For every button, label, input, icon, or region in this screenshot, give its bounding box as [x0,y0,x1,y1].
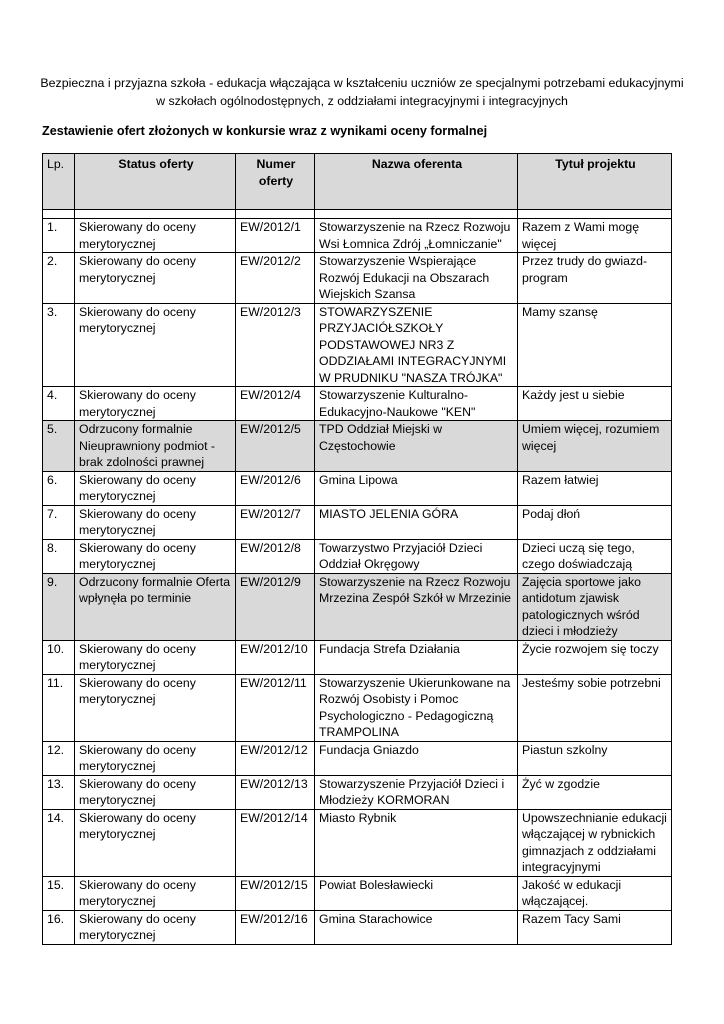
cell-applicant: Miasto Rybnik [315,809,518,876]
table-row [43,303,672,387]
cell-lp: 6. [43,471,75,505]
cell-applicant: Stowarzyszenie Wspierające Rozwój Edukacji na Obszarach Wiejskich Szansa [315,253,518,304]
table-header-row [43,154,672,210]
cell-title: Życie rozwojem się toczy [518,640,672,674]
cell-title: Jakość w edukacji włączającej. [518,876,672,910]
cell-lp: 1. [43,219,75,253]
table-row [43,741,672,775]
cell-status: Skierowany do oceny merytorycznej [75,674,236,741]
cell-title: Zajęcia sportowe jako antidotum zjawisk patologicznych wśród dzieci i młodzieży [518,573,672,640]
table-row [43,471,672,505]
cell-number: EW/2012/9 [236,573,315,640]
cell-number: EW/2012/16 [236,910,315,944]
table-row [43,505,672,539]
cell-status: Skierowany do oceny merytorycznej [75,775,236,809]
cell-applicant: Towarzystwo Przyjaciół Dzieci Oddział Okręgowy [315,539,518,573]
cell-number: EW/2012/6 [236,471,315,505]
column-header-lp: Lp. [43,154,75,210]
cell-title: Jesteśmy sobie potrzebni [518,674,672,741]
cell-number: EW/2012/12 [236,741,315,775]
table-row [43,775,672,809]
cell-status: Odrzucony formalnie Nieuprawniony podmiot - brak zdolności prawnej [75,421,236,472]
table-row [43,421,672,472]
cell-applicant: Stowarzyszenie na Rzecz Rozwoju Wsi Łomnica Zdrój „Łomniczanie" [315,219,518,253]
column-header-title: Tytuł projektu [518,154,672,210]
cell-status: Skierowany do oceny merytorycznej [75,471,236,505]
cell-lp: 7. [43,505,75,539]
table-row [43,640,672,674]
cell-title: Żyć w zgodzie [518,775,672,809]
cell-title: Umiem więcej, rozumiem więcej [518,421,672,472]
cell-applicant: Stowarzyszenie Ukierunkowane na Rozwój Osobisty i Pomoc Psychologiczno - Pedagogiczną TRAMPOLINA [315,674,518,741]
cell-lp: 5. [43,421,75,472]
cell-status: Skierowany do oceny merytorycznej [75,505,236,539]
table-row [43,219,672,253]
cell-lp: 12. [43,741,75,775]
table-row [43,809,672,876]
cell-lp: 13. [43,775,75,809]
table-row [43,387,672,421]
table-row [43,253,672,304]
cell-number: EW/2012/13 [236,775,315,809]
cell-applicant: Gmina Lipowa [315,471,518,505]
cell-number: EW/2012/15 [236,876,315,910]
cell-status: Skierowany do oceny merytorycznej [75,219,236,253]
cell-lp: 9. [43,573,75,640]
cell-number: EW/2012/11 [236,674,315,741]
cell-title: Przez trudy do gwiazd-program [518,253,672,304]
column-header-status: Status oferty [75,154,236,210]
cell-applicant: TPD Oddział Miejski w Częstochowie [315,421,518,472]
cell-number: EW/2012/5 [236,421,315,472]
cell-lp: 11. [43,674,75,741]
cell-lp: 4. [43,387,75,421]
cell-status: Skierowany do oceny merytorycznej [75,253,236,304]
cell-applicant: Stowarzyszenie Kulturalno-Edukacyjno-Naukowe "KEN" [315,387,518,421]
cell-status: Skierowany do oceny merytorycznej [75,640,236,674]
cell-status: Skierowany do oceny merytorycznej [75,876,236,910]
cell-title: Dzieci uczą się tego, czego doświadczają [518,539,672,573]
cell-applicant: Stowarzyszenie Przyjaciół Dzieci i Młodzieży KORMORAN [315,775,518,809]
cell-lp: 10. [43,640,75,674]
cell-number: EW/2012/3 [236,303,315,387]
cell-status: Skierowany do oceny merytorycznej [75,910,236,944]
column-header-number: Numer oferty [236,154,315,210]
cell-number: EW/2012/10 [236,640,315,674]
cell-title: Razem z Wami mogę więcej [518,219,672,253]
table-row [43,910,672,944]
cell-lp: 14. [43,809,75,876]
cell-lp: 3. [43,303,75,387]
cell-title: Piastun szkolny [518,741,672,775]
cell-number: EW/2012/14 [236,809,315,876]
cell-applicant: STOWARZYSZENIE PRZYJACIÓŁSZKOŁY PODSTAWOWEJ NR3 Z ODDZIAŁAMI INTEGRACYJNYMI W PRUDNIKU "NASZA TRÓJKA" [315,303,518,387]
cell-title: Podaj dłoń [518,505,672,539]
cell-lp: 2. [43,253,75,304]
cell-title: Każdy jest u siebie [518,387,672,421]
cell-applicant: Fundacja Gniazdo [315,741,518,775]
cell-applicant: MIASTO JELENIA GÓRA [315,505,518,539]
cell-status: Skierowany do oceny merytorycznej [75,539,236,573]
column-header-applicant: Nazwa oferenta [315,154,518,210]
header-spacer-row [43,210,672,219]
cell-number: EW/2012/1 [236,219,315,253]
table-body [43,219,672,945]
document-header [40,74,684,110]
cell-number: EW/2012/4 [236,387,315,421]
cell-title: Upowszechnianie edukacji włączającej w rybnickich gimnazjach z oddziałami integracyjnymi [518,809,672,876]
cell-number: EW/2012/2 [236,253,315,304]
cell-title: Mamy szansę [518,303,672,387]
cell-lp: 8. [43,539,75,573]
cell-applicant: Powiat Bolesławiecki [315,876,518,910]
table-caption: Zestawienie ofert złożonych w konkursie wraz z wynikami oceny formalnej [42,124,488,138]
cell-lp: 15. [43,876,75,910]
cell-number: EW/2012/8 [236,539,315,573]
cell-applicant: Fundacja Strefa Działania [315,640,518,674]
table-row [43,539,672,573]
header-line-1: Bezpieczna i przyjazna szkoła - edukacja włączająca w kształceniu uczniów ze specjalnymi potrzebami edukacyjnymi [40,76,684,90]
cell-applicant: Stowarzyszenie na Rzecz Rozwoju Mrzezina Zespół Szkół w Mrzezinie [315,573,518,640]
cell-status: Skierowany do oceny merytorycznej [75,303,236,387]
cell-title: Razem Tacy Sami [518,910,672,944]
cell-lp: 16. [43,910,75,944]
cell-number: EW/2012/7 [236,505,315,539]
table-row [43,674,672,741]
table-row [43,876,672,910]
cell-status: Skierowany do oceny merytorycznej [75,387,236,421]
cell-title: Razem łatwiej [518,471,672,505]
cell-status: Odrzucony formalnie Oferta wpłynęła po terminie [75,573,236,640]
header-line-2: w szkołach ogólnodostępnych, z oddziałami integracyjnymi i integracyjnych [156,94,568,108]
table-row [43,573,672,640]
cell-applicant: Gmina Starachowice [315,910,518,944]
offers-table [42,153,672,945]
cell-status: Skierowany do oceny merytorycznej [75,809,236,876]
cell-status: Skierowany do oceny merytorycznej [75,741,236,775]
